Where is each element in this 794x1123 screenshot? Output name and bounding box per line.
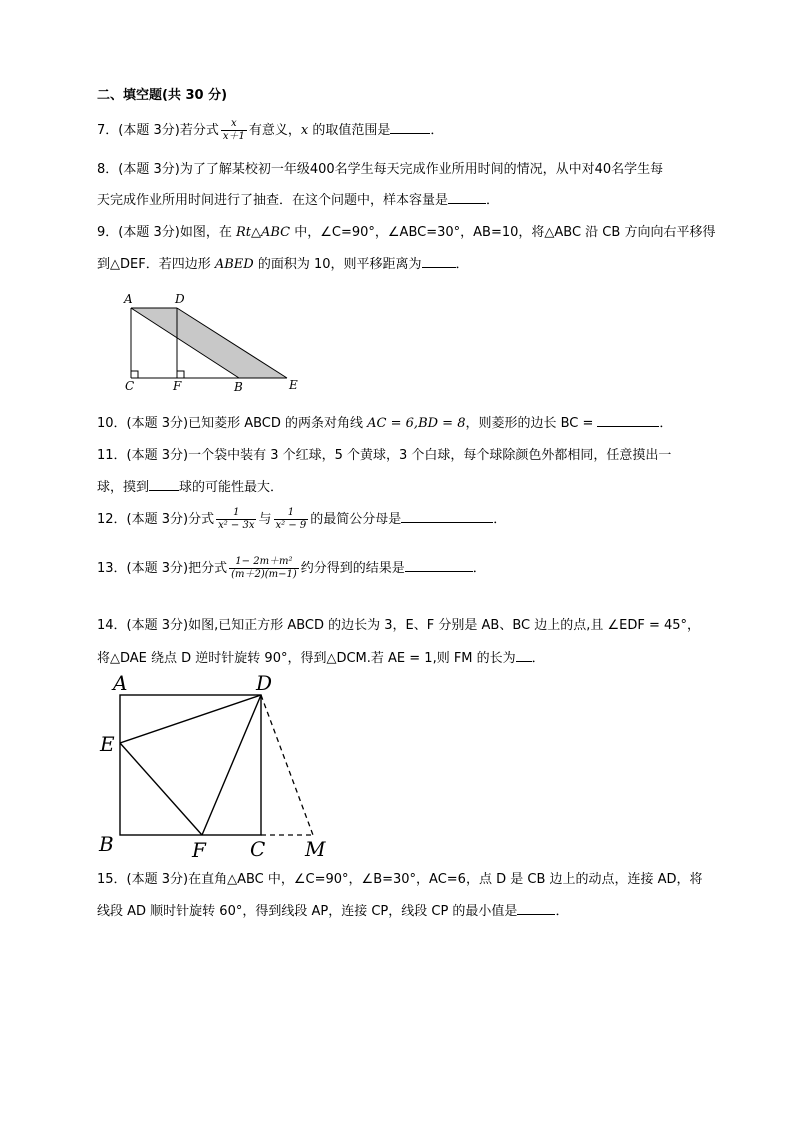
q9-line1-a: 9．(本题 3分)如图，在 xyxy=(97,225,236,240)
q9-line2-c: 的面积为 10，则平移距离为 xyxy=(253,257,422,272)
q13-end: ． xyxy=(472,561,486,576)
q9-shaded-region xyxy=(131,308,287,378)
q10-mid: ，则菱形的边长 BC = xyxy=(465,416,594,431)
q14-seg-ED xyxy=(120,695,261,743)
q10-cond: AC = 6,BD = 8 xyxy=(367,416,466,431)
q14-seg-DM-dashed xyxy=(261,695,313,835)
q7-answer-blank[interactable] xyxy=(390,121,430,134)
q9-label-B: B xyxy=(234,380,243,394)
q14-label-C: C xyxy=(250,837,266,861)
q14-square xyxy=(120,695,261,835)
q12-f1-num: 1 xyxy=(233,507,240,518)
q9-line1-c: 中，∠C=90°，∠ABC=30°，AB=10，将△ABC 沿 CB 方向向右平移得 xyxy=(290,225,716,240)
q14-label-B: B xyxy=(99,832,114,856)
q11-line2-b: 球的可能性最大． xyxy=(179,480,284,495)
q9-figure xyxy=(115,288,315,393)
question-14-line2 xyxy=(97,647,545,666)
q14-label-M: M xyxy=(305,837,326,861)
q9-right-angle-F xyxy=(177,371,184,378)
q10-end: ． xyxy=(659,416,673,431)
question-11-line1: 11．(本题 3分)一个袋中装有 3 个红球，5 个黄球，3 个白球，每个球除颜色外都相同，任意摸出一 xyxy=(97,448,672,463)
q7-end: ． xyxy=(430,123,444,138)
q13-prefix: 13．(本题 3分)把分式 xyxy=(97,561,228,576)
q10-prefix: 10．(本题 3分)已知菱形 ABCD 的两条对角线 xyxy=(97,416,368,431)
q9-label-E: E xyxy=(289,378,298,392)
question-8-line2 xyxy=(97,189,499,208)
q15-end: ． xyxy=(555,904,569,919)
q15-answer-blank[interactable] xyxy=(517,902,555,915)
q9-line2-a: 到△DEF．若四边形 xyxy=(97,257,215,272)
q11-answer-blank[interactable] xyxy=(149,478,179,491)
question-11-line2 xyxy=(97,476,283,495)
q12-suffix: 的最简公分母是 xyxy=(310,512,402,527)
q14-seg-EF xyxy=(120,743,202,835)
q13-answer-blank[interactable] xyxy=(405,559,473,572)
q9-label-C: C xyxy=(125,379,135,393)
q7-prefix: 7．(本题 3分)若分式 xyxy=(97,123,219,138)
q14-figure xyxy=(96,670,336,865)
q14-seg-FD xyxy=(202,695,261,835)
q8-line2-text: 天完成作业所用时间进行了抽查．在这个问题中，样本容量是 xyxy=(97,193,449,208)
q10-answer-blank[interactable] xyxy=(597,414,659,427)
q12-end: ． xyxy=(493,512,507,527)
question-14-line1: 14．(本题 3分)如图,已知正方形 ABCD 的边长为 3，E、F 分别是 AB、BC 边上的点,且 ∠EDF = 45°， xyxy=(97,618,701,633)
question-10 xyxy=(97,412,672,431)
q7-var: x xyxy=(300,123,309,138)
q12-fraction-2 xyxy=(274,507,309,532)
q9-end: ． xyxy=(455,257,469,272)
q14-end: ． xyxy=(531,651,545,666)
question-15-line2 xyxy=(97,900,568,919)
q13-suffix: 约分得到的结果是 xyxy=(300,561,405,576)
q14-label-A: A xyxy=(113,671,128,695)
q8-answer-blank[interactable] xyxy=(448,191,486,204)
q8-end: ． xyxy=(486,193,500,208)
q15-line2-text: 线段 AD 顺时针旋转 60°，得到线段 AP，连接 CP，线段 CP 的最小值是 xyxy=(97,904,518,919)
q9-label-D: D xyxy=(175,292,185,306)
q11-line2-a: 球，摸到 xyxy=(97,480,150,495)
question-9-line2 xyxy=(97,253,469,272)
q14-label-E: E xyxy=(100,732,115,756)
q12-answer-blank[interactable] xyxy=(401,510,493,523)
q9-right-angle-C xyxy=(131,371,138,378)
q12-mid: 与 xyxy=(258,512,272,527)
q12-fraction-1 xyxy=(216,507,256,532)
q9-label-F: F xyxy=(173,379,182,393)
question-13 xyxy=(97,556,486,581)
question-12 xyxy=(97,507,506,532)
q12-prefix: 12．(本题 3分)分式 xyxy=(97,512,215,527)
q7-suffix2: 的取值范围是 xyxy=(308,123,391,138)
q13-num: 1− 2m＋m² xyxy=(235,556,293,567)
section-title: 二、填空题(共 30 分) xyxy=(97,88,228,103)
q7-suffix1: 有意义， xyxy=(248,123,301,138)
q7-frac-num: x xyxy=(231,118,237,129)
q12-f2-num: 1 xyxy=(287,507,295,518)
q12-f1-den: x² − 3x xyxy=(218,520,255,531)
question-9-line1 xyxy=(97,221,715,240)
q14-line2-text: 将△DAE 绕点 D 逆时针旋转 90°，得到△DCM.若 AE = 1,则 FM 的长为 xyxy=(97,651,516,666)
q9-line2-b: ABED xyxy=(214,257,254,272)
q12-f2-den: x² − 9 xyxy=(275,520,307,531)
q14-label-F: F xyxy=(192,838,206,862)
q7-fraction xyxy=(221,118,247,143)
q9-line1-b: Rt△ABC xyxy=(235,225,291,240)
q7-frac-den: x＋1 xyxy=(222,131,245,142)
q13-fraction xyxy=(229,556,299,581)
question-8-line1: 8．(本题 3分)为了了解某校初一年级400名学生每天完成作业所用时间的情况，从中对40名学生每 xyxy=(97,162,664,177)
question-7 xyxy=(97,118,443,143)
q13-den: (m＋2)(m−1) xyxy=(231,569,297,580)
question-15-line1: 15．(本题 3分)在直角△ABC 中，∠C=90°，∠B=30°，AC=6，点 D 是 CB 边上的动点，连接 AD，将 xyxy=(97,872,703,887)
q14-label-D: D xyxy=(256,671,273,695)
q14-answer-blank[interactable] xyxy=(516,649,532,662)
q9-answer-blank[interactable] xyxy=(422,255,456,268)
q9-label-A: A xyxy=(124,292,133,306)
